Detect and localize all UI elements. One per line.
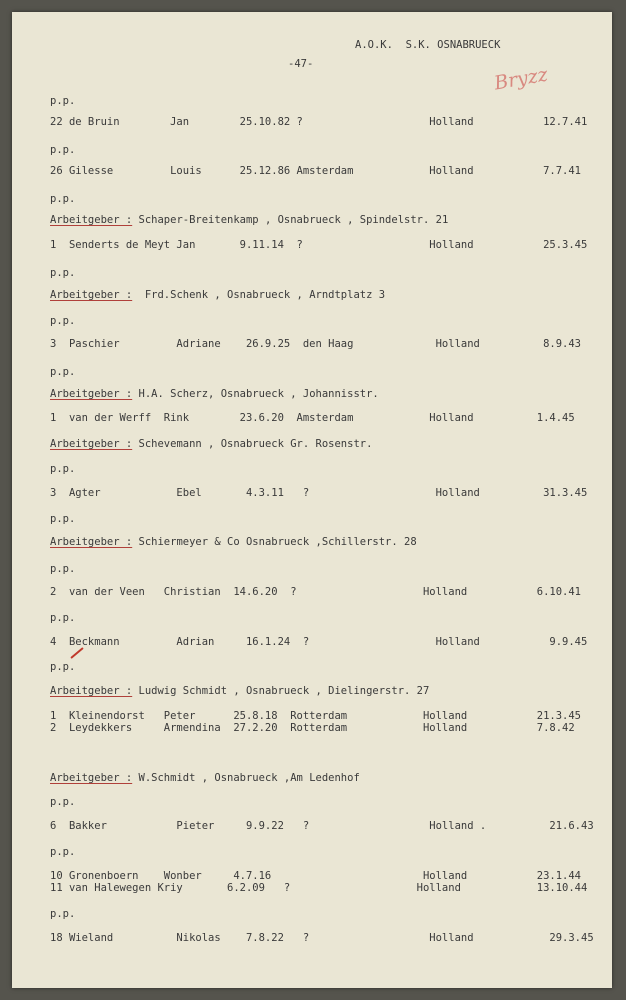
pp-marker: p.p.	[50, 563, 76, 575]
entry-line: 2 Leydekkers Armendina 27.2.20 Rotterdam Holland 7.8.42	[50, 722, 575, 734]
entry-line: 11 van Halewegen Kriy 6.2.09 ? Holland 13.10.44	[50, 882, 588, 894]
employer-name: Ludwig Schmidt , Osnabrueck , Dielingerstr. 27	[138, 685, 430, 697]
pp-marker: p.p.	[50, 846, 76, 858]
employer-label: Arbeitgeber :	[50, 388, 133, 400]
pp-marker: p.p.	[50, 661, 76, 673]
pp-marker: p.p.	[50, 95, 76, 107]
entry-line: 6 Bakker Pieter 9.9.22 ? Holland . 21.6.43	[50, 820, 594, 832]
red-check-mark	[70, 647, 84, 659]
page-number: -47-	[288, 58, 314, 70]
employer-line	[50, 685, 429, 697]
pp-marker: p.p.	[50, 908, 76, 920]
employer-line	[50, 772, 360, 784]
employer-label: Arbeitgeber :	[50, 214, 133, 226]
entry-line: 10 Gronenboern Wonber 4.7.16 Holland 23.1.44	[50, 870, 582, 882]
employer-label: Arbeitgeber :	[50, 289, 133, 301]
pp-marker: p.p.	[50, 193, 76, 205]
employer-label: Arbeitgeber :	[50, 438, 133, 450]
document-page	[12, 12, 612, 988]
employer-name: Schaper-Breitenkamp , Osnabrueck , Spindelstr. 21	[138, 214, 449, 226]
pp-marker: p.p.	[50, 366, 76, 378]
entry-line: 4 Beckmann Adrian 16.1.24 ? Holland 9.9.45	[50, 636, 588, 648]
employer-name: W.Schmidt , Osnabrueck ,Am Ledenhof	[138, 772, 360, 784]
employer-line	[50, 289, 385, 301]
archive-stamp: Bryzz	[492, 63, 550, 95]
employer-name: Schiermeyer & Co Osnabrueck ,Schillerstr. 28	[138, 536, 417, 548]
entry-line: 18 Wieland Nikolas 7.8.22 ? Holland 29.3.45	[50, 932, 594, 944]
entry-line: 1 Kleinendorst Peter 25.8.18 Rotterdam Holland 21.3.45	[50, 710, 582, 722]
entry-line: 1 Senderts de Meyt Jan 9.11.14 ? Holland 25.3.45	[50, 239, 588, 251]
employer-line	[50, 536, 417, 548]
entry-line: 1 van der Werff Rink 23.6.20 Amsterdam Holland 1.4.45	[50, 412, 575, 424]
employer-line	[50, 438, 372, 450]
pp-marker: p.p.	[50, 144, 76, 156]
pp-marker: p.p.	[50, 315, 76, 327]
pp-marker: p.p.	[50, 267, 76, 279]
entry-line: 22 de Bruin Jan 25.10.82 ? Holland 12.7.41	[50, 116, 588, 128]
employer-label: Arbeitgeber :	[50, 685, 133, 697]
pp-marker: p.p.	[50, 612, 76, 624]
employer-label: Arbeitgeber :	[50, 536, 133, 548]
pp-marker: p.p.	[50, 513, 76, 525]
pp-marker: p.p.	[50, 796, 76, 808]
header-org: A.O.K. S.K. OSNABRUECK	[355, 39, 501, 51]
entry-line: 3 Agter Ebel 4.3.11 ? Holland 31.3.45	[50, 487, 588, 499]
pp-marker: p.p.	[50, 463, 76, 475]
entry-line: 2 van der Veen Christian 14.6.20 ? Holland 6.10.41	[50, 586, 582, 598]
employer-line	[50, 214, 448, 226]
employer-label: Arbeitgeber :	[50, 772, 133, 784]
employer-name: Frd.Schenk , Osnabrueck , Arndtplatz 3	[144, 289, 386, 301]
entry-line: 3 Paschier Adriane 26.9.25 den Haag Holland 8.9.43	[50, 338, 582, 350]
employer-name: H.A. Scherz, Osnabrueck , Johannisstr.	[138, 388, 379, 400]
employer-name: Schevemann , Osnabrueck Gr. Rosenstr.	[138, 438, 373, 450]
employer-line	[50, 388, 379, 400]
entry-line: 26 Gilesse Louis 25.12.86 Amsterdam Holland 7.7.41	[50, 165, 582, 177]
